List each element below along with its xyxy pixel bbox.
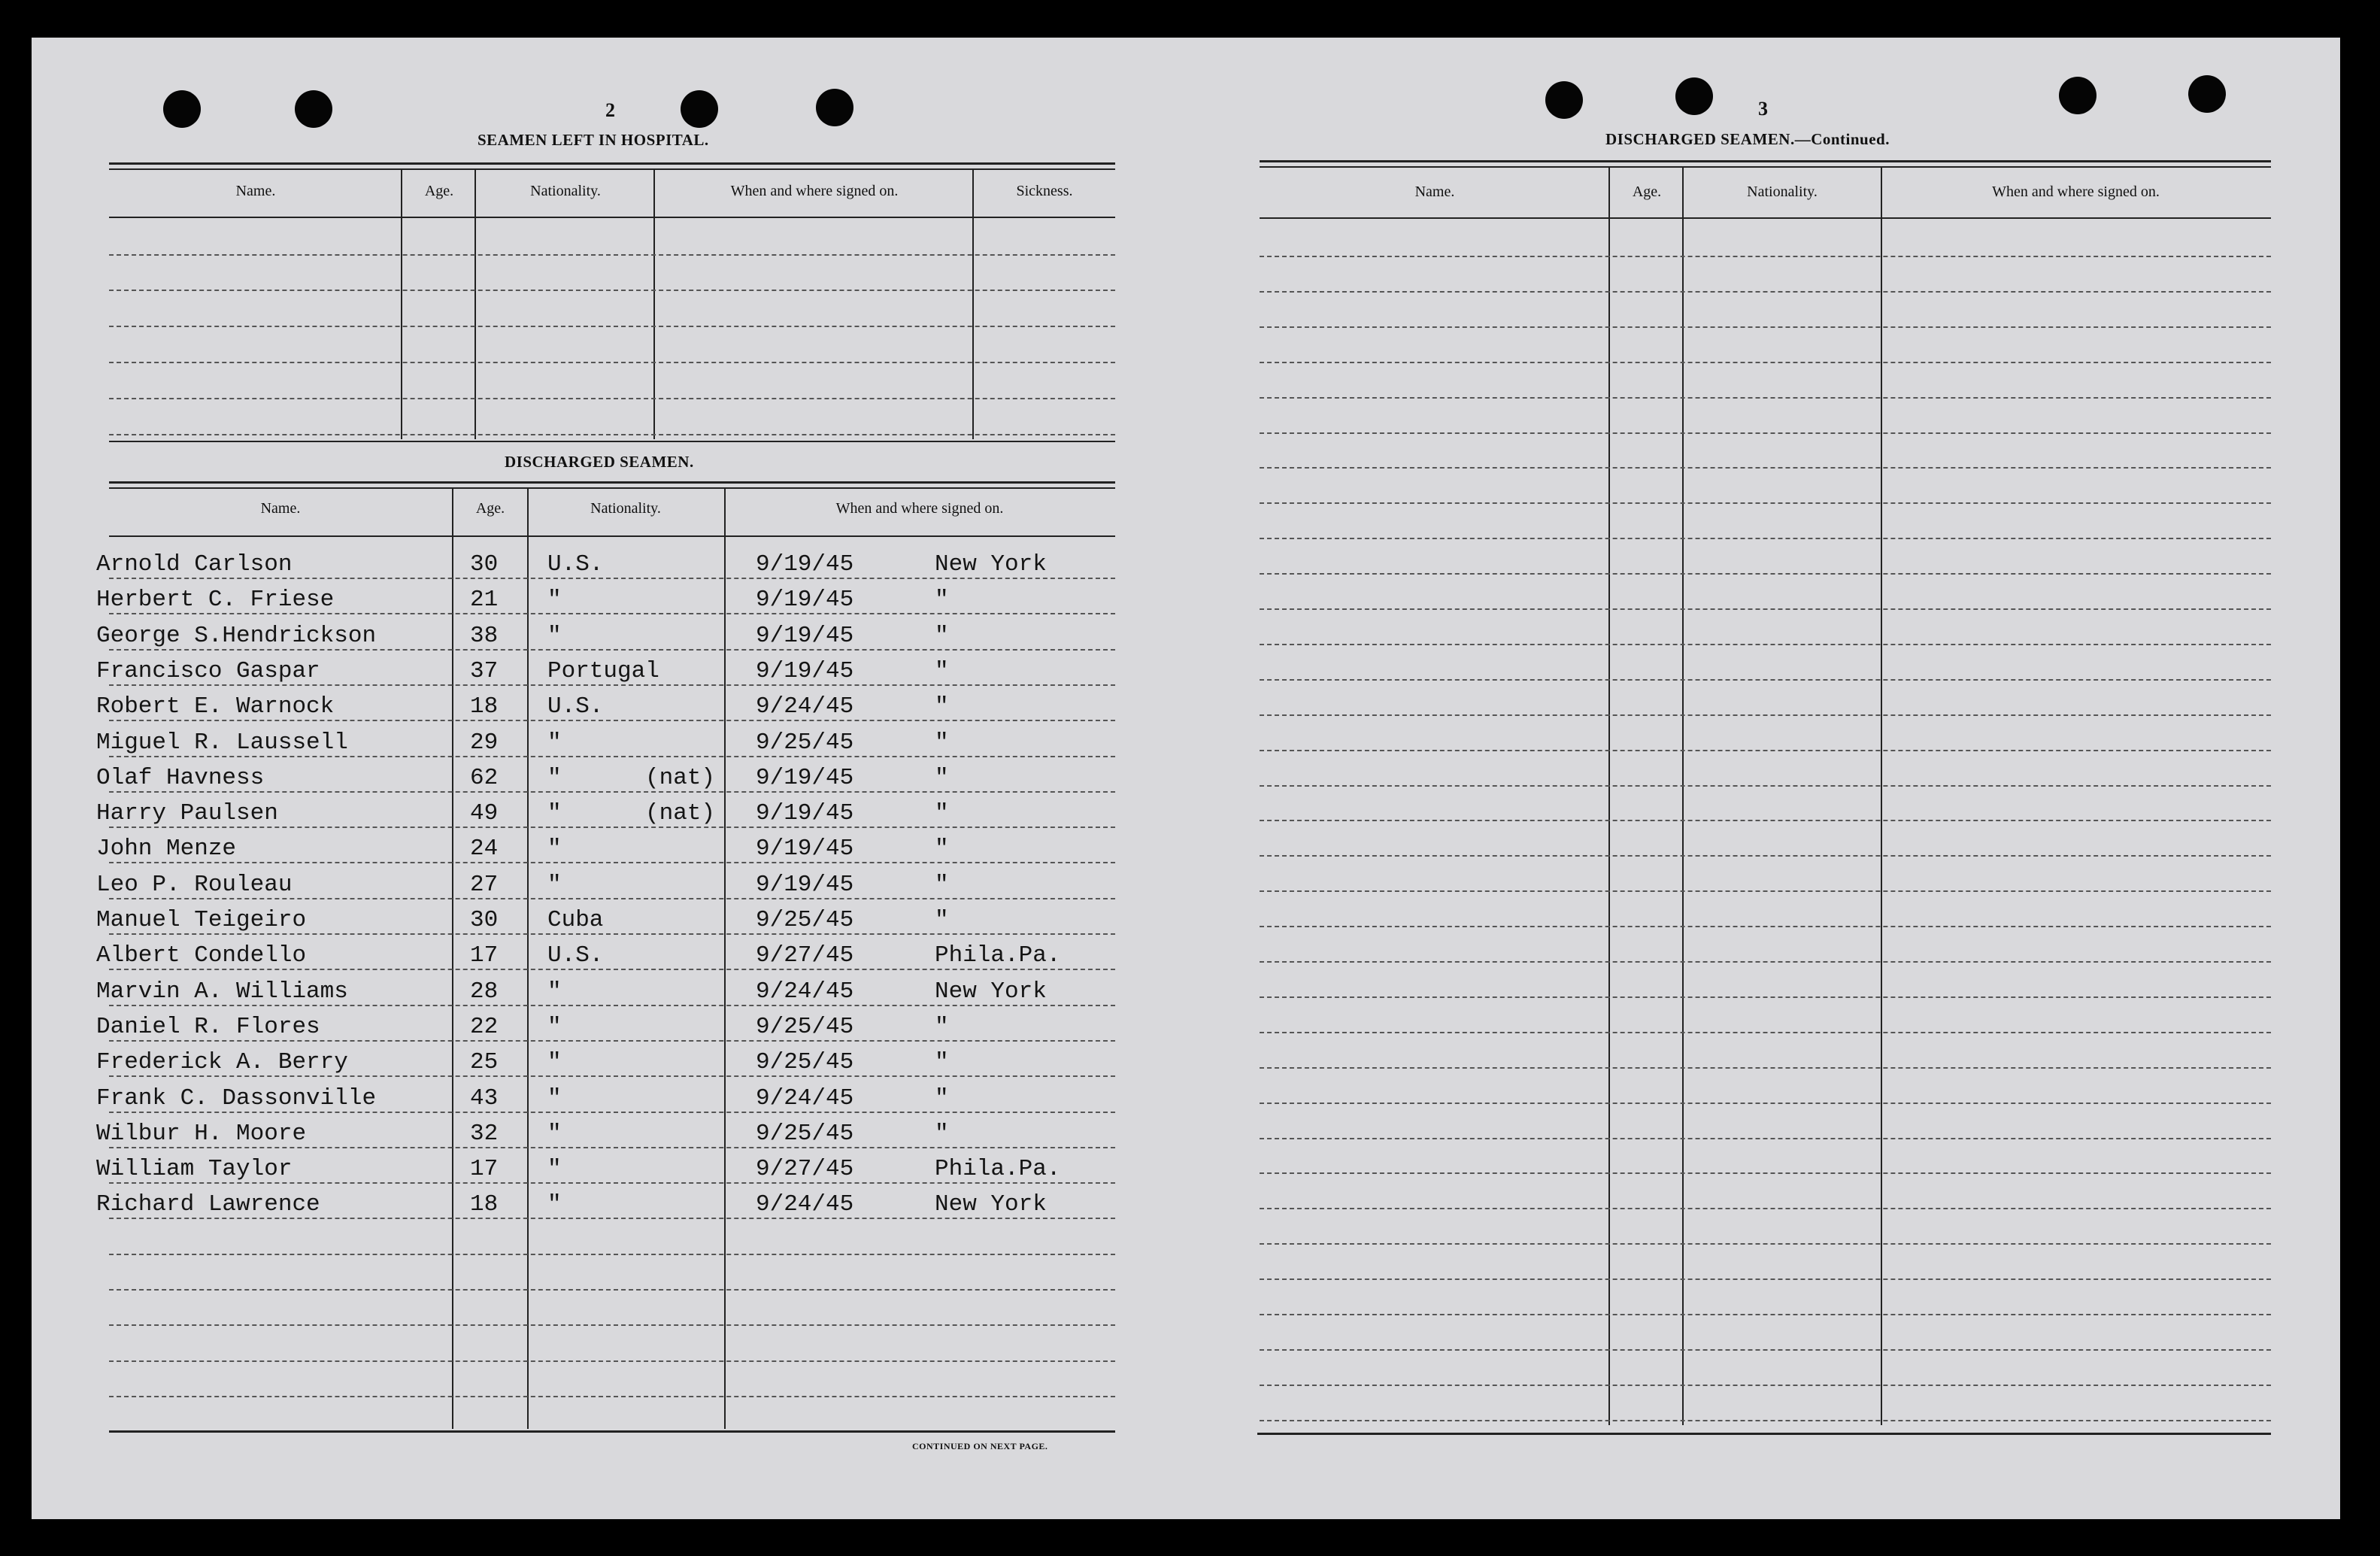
row-age: 21 xyxy=(470,587,499,614)
punch-hole xyxy=(295,90,332,128)
table-row-line xyxy=(109,1112,1115,1113)
row-name: George S.Hendrickson xyxy=(96,622,377,649)
row-place: " xyxy=(935,836,949,863)
table-row-line xyxy=(109,1147,1115,1148)
row-name: Albert Condello xyxy=(96,942,307,969)
table-row-line xyxy=(1260,750,2271,751)
hospital-col-nationality: Nationality. xyxy=(530,183,601,199)
row-date: 9/25/45 xyxy=(756,907,854,933)
discharged-col-signed-on: When and where signed on. xyxy=(835,500,1004,517)
row-date: 9/24/45 xyxy=(756,693,854,720)
row-nationality: Portugal xyxy=(547,657,659,684)
table-row-line xyxy=(1260,362,2271,363)
discharged-col-nationality: Nationality. xyxy=(590,500,661,517)
right-bottom-rule xyxy=(1257,1433,2271,1435)
row-date: 9/24/45 xyxy=(756,1084,854,1112)
table-row-line xyxy=(1260,714,2271,716)
table-row-line xyxy=(1260,538,2271,539)
row-age: 25 xyxy=(470,1049,499,1076)
row-place: " xyxy=(935,1013,949,1040)
page-number: 3 xyxy=(1758,98,1768,120)
table-row-line xyxy=(1260,890,2271,892)
table-row-line xyxy=(1260,996,2271,998)
row-date: 9/19/45 xyxy=(756,836,854,863)
row-nationality: " xyxy=(547,800,562,827)
table-row-line xyxy=(109,1218,1115,1219)
row-name: Manuel Teigeiro xyxy=(96,907,307,933)
discharged-col-divider xyxy=(724,489,726,1429)
table-row-line xyxy=(109,578,1115,579)
row-place: " xyxy=(935,1049,949,1076)
table-row-line xyxy=(109,827,1115,828)
hospital-section-title: SEAMEN LEFT IN HOSPITAL. xyxy=(478,131,709,149)
table-row-line xyxy=(109,1182,1115,1184)
table-row-line xyxy=(1260,644,2271,645)
hospital-row-line xyxy=(109,254,1115,256)
row-nationality: " xyxy=(547,1120,562,1147)
row-nationality: " xyxy=(547,1049,562,1076)
table-row-line xyxy=(1260,1243,2271,1245)
row-place: " xyxy=(935,587,949,614)
continued-footer: CONTINUED ON NEXT PAGE. xyxy=(912,1441,1048,1451)
table-row-line xyxy=(109,1075,1115,1077)
table-row-line xyxy=(109,1360,1115,1362)
row-age: 28 xyxy=(470,978,499,1005)
row-name: Harry Paulsen xyxy=(96,800,278,827)
row-age: 37 xyxy=(470,657,499,684)
punch-hole xyxy=(1675,77,1713,115)
row-place: " xyxy=(935,1120,949,1147)
table-row-line xyxy=(109,898,1115,899)
right-col-signed-on: When and where signed on. xyxy=(1992,184,2160,200)
row-nationality: " xyxy=(547,622,562,649)
table-row-line xyxy=(1260,855,2271,857)
table-row-line xyxy=(109,933,1115,935)
right-col-age: Age. xyxy=(1632,184,1662,200)
row-date: 9/25/45 xyxy=(756,1049,854,1076)
row-nationality: U.S. xyxy=(547,942,604,969)
row-date: 9/25/45 xyxy=(756,1013,854,1040)
row-name: Wilbur H. Moore xyxy=(96,1120,307,1147)
row-age: 62 xyxy=(470,764,499,791)
row-nationality: " xyxy=(547,836,562,863)
row-nationality: " xyxy=(547,729,562,756)
discharged-col-divider xyxy=(527,489,529,1429)
table-row-line xyxy=(1260,502,2271,504)
row-nationality: U.S. xyxy=(547,693,604,720)
punch-hole xyxy=(681,90,718,128)
hospital-header-rule xyxy=(109,217,1115,218)
right-col-divider xyxy=(1881,168,1882,1425)
table-row-line xyxy=(109,649,1115,651)
row-name: Leo P. Rouleau xyxy=(96,871,293,898)
punch-hole xyxy=(816,89,853,126)
row-age: 18 xyxy=(470,693,499,720)
table-row-line xyxy=(1260,608,2271,610)
hospital-col-age: Age. xyxy=(424,183,454,199)
right-col-nationality: Nationality. xyxy=(1747,184,1818,200)
table-row-line xyxy=(109,969,1115,970)
row-date: 9/19/45 xyxy=(756,800,854,827)
row-age: 27 xyxy=(470,871,499,898)
row-age: 32 xyxy=(470,1120,499,1147)
right-col-name: Name. xyxy=(1414,184,1455,200)
table-row-line xyxy=(1260,1420,2271,1421)
punch-hole xyxy=(1545,81,1583,119)
table-row-line xyxy=(1260,961,2271,963)
row-name: Daniel R. Flores xyxy=(96,1013,320,1040)
table-row-line xyxy=(1260,1278,2271,1280)
punch-hole xyxy=(163,90,201,128)
discharged-col-name: Name. xyxy=(260,500,301,517)
table-row-line xyxy=(1260,432,2271,434)
row-nationality: " xyxy=(547,764,562,791)
row-nationality: " xyxy=(547,587,562,614)
discharged-header-rule xyxy=(109,535,1115,537)
hospital-row-line xyxy=(109,362,1115,363)
row-note: (nat) xyxy=(645,764,716,791)
row-nationality: " xyxy=(547,871,562,898)
row-name: Arnold Carlson xyxy=(96,551,293,578)
hospital-col-sickness: Sickness. xyxy=(1016,183,1073,199)
row-place: " xyxy=(935,907,949,933)
table-row-line xyxy=(109,1005,1115,1006)
row-name: Frederick A. Berry xyxy=(96,1049,348,1076)
row-date: 9/24/45 xyxy=(756,1191,854,1218)
table-row-line xyxy=(109,1324,1115,1326)
row-place: " xyxy=(935,729,949,756)
continued-section-title: DISCHARGED SEAMEN.—Continued. xyxy=(1605,130,1890,148)
row-name: Frank C. Dassonville xyxy=(96,1084,377,1112)
table-row-line xyxy=(1260,1172,2271,1174)
row-name: Herbert C. Friese xyxy=(96,587,335,614)
row-date: 9/19/45 xyxy=(756,871,854,898)
row-place: Phila.Pa. xyxy=(935,942,1061,969)
row-nationality: U.S. xyxy=(547,551,604,578)
discharged-section-title: DISCHARGED SEAMEN. xyxy=(505,453,694,471)
table-row-line xyxy=(1260,291,2271,293)
row-nationality: " xyxy=(547,1156,562,1183)
table-row-line xyxy=(1260,573,2271,575)
row-age: 30 xyxy=(470,907,499,933)
table-row-line xyxy=(1260,1314,2271,1315)
row-date: 9/19/45 xyxy=(756,551,854,578)
hospital-row-line xyxy=(109,326,1115,327)
table-row-line xyxy=(109,1289,1115,1291)
row-name: William Taylor xyxy=(96,1156,293,1183)
row-nationality: " xyxy=(547,978,562,1005)
hospital-bottom-rule xyxy=(109,441,1115,442)
row-age: 29 xyxy=(470,729,499,756)
page-number: 2 xyxy=(605,99,615,121)
row-place: New York xyxy=(935,978,1047,1005)
row-date: 9/19/45 xyxy=(756,587,854,614)
row-age: 17 xyxy=(470,1156,499,1183)
table-row-line xyxy=(1260,1067,2271,1069)
right-col-divider xyxy=(1682,168,1684,1425)
punch-hole xyxy=(2188,75,2226,113)
row-nationality: Cuba xyxy=(547,907,604,933)
right-col-divider xyxy=(1608,168,1610,1425)
row-nationality: " xyxy=(547,1191,562,1218)
row-name: John Menze xyxy=(96,836,237,863)
row-age: 18 xyxy=(470,1191,499,1218)
table-row-line xyxy=(1260,1349,2271,1351)
discharged-top-rule xyxy=(109,481,1115,489)
row-name: Olaf Havness xyxy=(96,764,265,791)
row-name: Miguel R. Laussell xyxy=(96,729,348,756)
hospital-col-signed-on: When and where signed on. xyxy=(730,183,899,199)
table-row-line xyxy=(1260,1138,2271,1139)
row-date: 9/19/45 xyxy=(756,622,854,649)
table-row-line xyxy=(1260,467,2271,469)
discharged-col-age: Age. xyxy=(475,500,505,517)
table-row-line xyxy=(109,1254,1115,1255)
row-place: New York xyxy=(935,551,1047,578)
hospital-row-line xyxy=(109,398,1115,399)
row-place: " xyxy=(935,657,949,684)
ledger-sheet xyxy=(32,38,2340,1519)
right-top-rule xyxy=(1260,160,2271,168)
table-row-line xyxy=(109,1396,1115,1397)
row-date: 9/19/45 xyxy=(756,657,854,684)
row-date: 9/27/45 xyxy=(756,942,854,969)
row-nationality: " xyxy=(547,1013,562,1040)
row-age: 38 xyxy=(470,622,499,649)
row-age: 30 xyxy=(470,551,499,578)
row-name: Marvin A. Williams xyxy=(96,978,348,1005)
table-row-line xyxy=(109,1040,1115,1042)
table-row-line xyxy=(1260,1103,2271,1104)
punch-hole xyxy=(2059,77,2097,114)
row-place: " xyxy=(935,800,949,827)
row-age: 24 xyxy=(470,836,499,863)
right-header-rule xyxy=(1260,217,2271,219)
table-row-line xyxy=(1260,785,2271,787)
table-row-line xyxy=(109,613,1115,614)
hospital-top-rule xyxy=(109,162,1115,170)
row-age: 49 xyxy=(470,800,499,827)
table-row-line xyxy=(1260,1032,2271,1033)
row-age: 22 xyxy=(470,1013,499,1040)
row-place: " xyxy=(935,764,949,791)
hospital-row-line xyxy=(109,290,1115,291)
row-date: 9/25/45 xyxy=(756,1120,854,1147)
row-date: 9/27/45 xyxy=(756,1156,854,1183)
hospital-col-name: Name. xyxy=(235,183,276,199)
row-name: Robert E. Warnock xyxy=(96,693,335,720)
table-row-line xyxy=(1260,1208,2271,1209)
table-row-line xyxy=(1260,256,2271,257)
row-place: New York xyxy=(935,1191,1047,1218)
table-row-line xyxy=(109,756,1115,757)
table-row-line xyxy=(109,862,1115,863)
table-row-line xyxy=(1260,926,2271,927)
row-place: Phila.Pa. xyxy=(935,1156,1061,1183)
row-place: " xyxy=(935,1084,949,1112)
table-row-line xyxy=(1260,1385,2271,1386)
table-row-line xyxy=(1260,679,2271,681)
row-place: " xyxy=(935,622,949,649)
hospital-row-line xyxy=(109,434,1115,435)
row-date: 9/19/45 xyxy=(756,764,854,791)
row-date: 9/24/45 xyxy=(756,978,854,1005)
row-name: Francisco Gaspar xyxy=(96,657,320,684)
discharged-bottom-rule xyxy=(109,1430,1115,1433)
row-age: 43 xyxy=(470,1084,499,1112)
table-row-line xyxy=(1260,397,2271,399)
row-place: " xyxy=(935,871,949,898)
table-row-line xyxy=(1260,326,2271,328)
table-row-line xyxy=(109,720,1115,721)
row-nationality: " xyxy=(547,1084,562,1112)
row-age: 17 xyxy=(470,942,499,969)
row-note: (nat) xyxy=(645,800,716,827)
table-row-line xyxy=(109,791,1115,793)
table-row-line xyxy=(109,684,1115,686)
row-place: " xyxy=(935,693,949,720)
row-date: 9/25/45 xyxy=(756,729,854,756)
discharged-col-divider xyxy=(452,489,453,1429)
table-row-line xyxy=(1260,820,2271,821)
row-name: Richard Lawrence xyxy=(96,1191,320,1218)
